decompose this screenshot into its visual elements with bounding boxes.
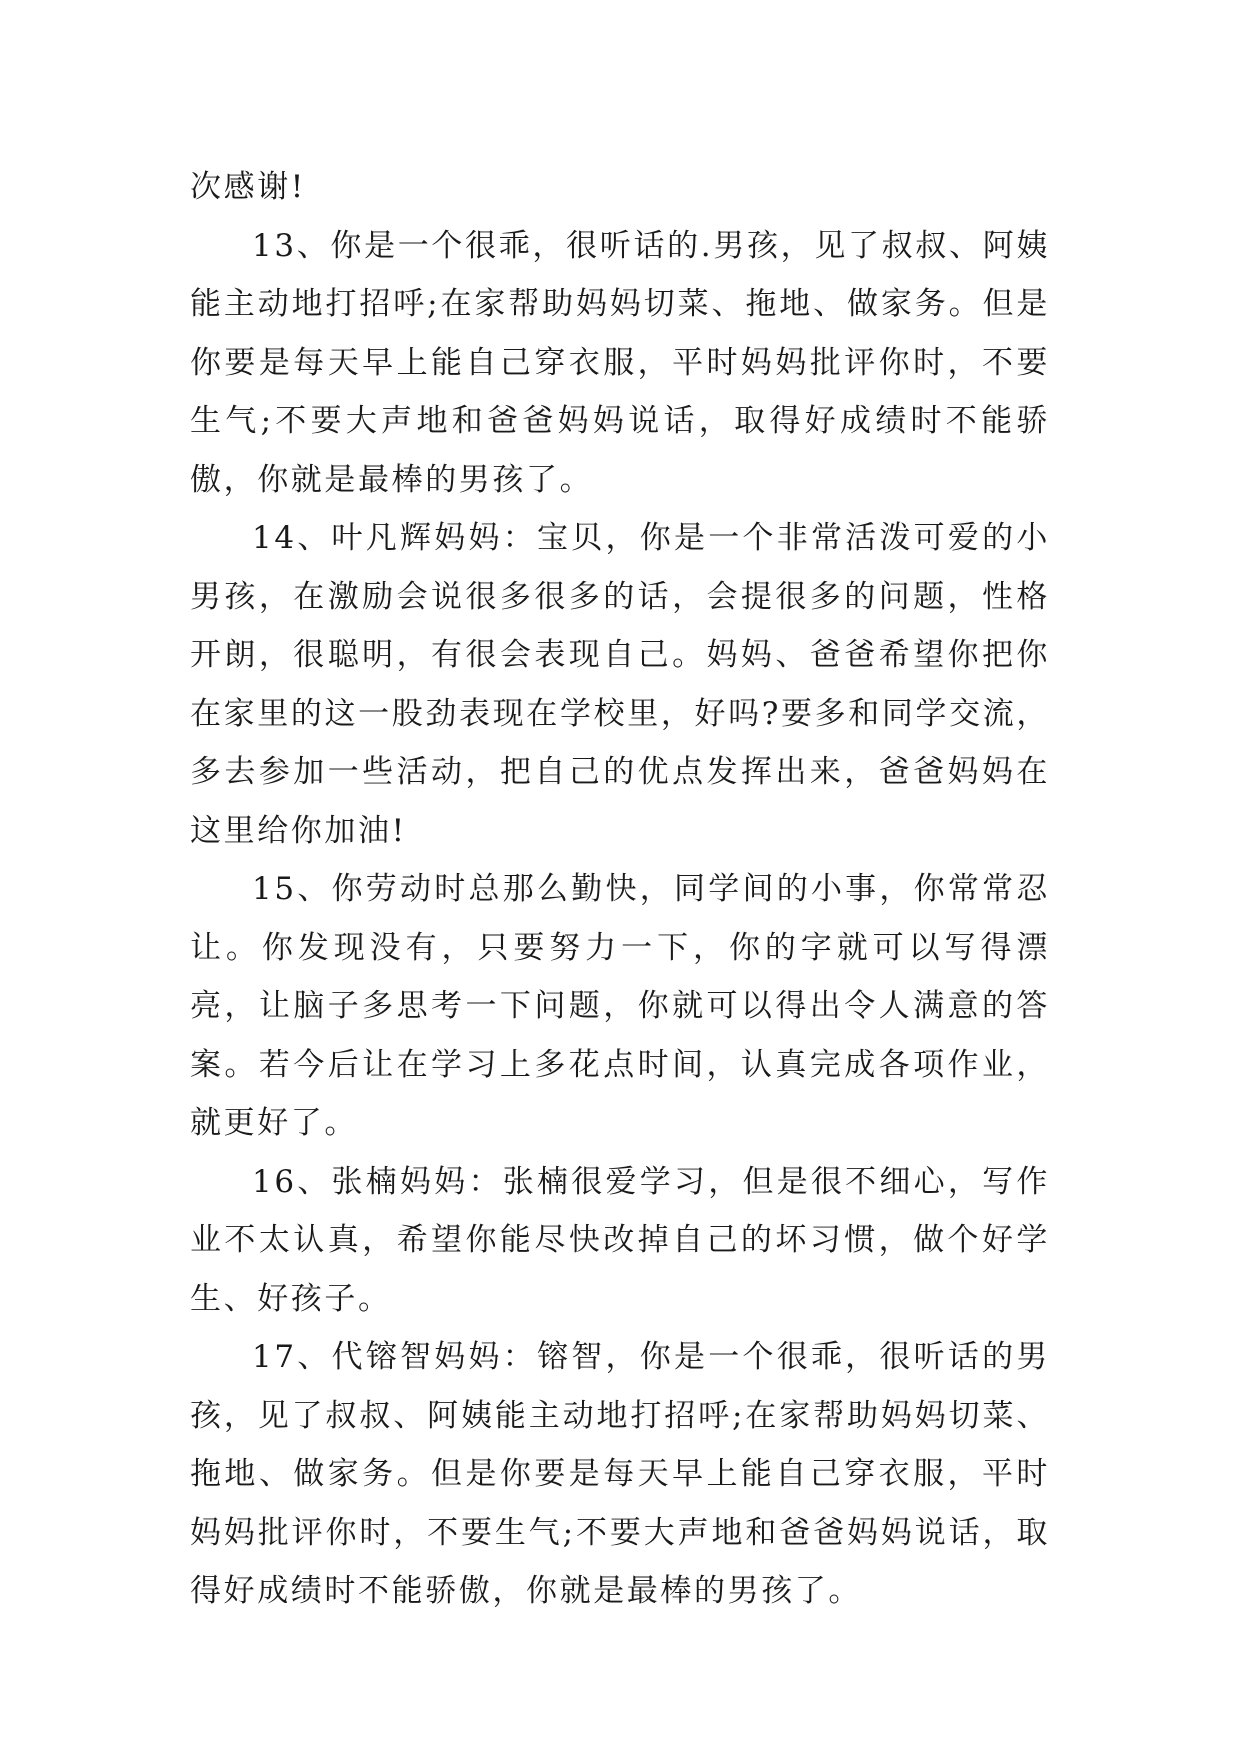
- document-body: [190, 158, 1050, 1621]
- paragraph-14: 14、叶凡辉妈妈：宝贝，你是一个非常活泼可爱的小男孩，在激励会说很多很多的话，会提很多的问题，性格开朗，很聪明，有很会表现自己。妈妈、爸爸希望你把你在家里的这一股劲表现在学校里，好吗?要多和同学交流，多去参加一些活动，把自己的优点发挥出来，爸爸妈妈在这里给你加油!: [190, 520, 1050, 849]
- paragraph-13: 13、你是一个很乖，很听话的.男孩，见了叔叔、阿姨能主动地打招呼;在家帮助妈妈切菜、拖地、做家务。但是你要是每天早上能自己穿衣服，平时妈妈批评你时，不要生气;不要大声地和爸爸妈妈说话，取得好成绩时不能骄傲，你就是最棒的男孩了。: [190, 227, 1050, 498]
- paragraph-15: 15、你劳动时总那么勤快，同学间的小事，你常常忍让。你发现没有，只要努力一下，你的字就可以写得漂亮，让脑子多思考一下问题，你就可以得出令人满意的答案。若今后让在学习上多花点时间，认真完成各项作业，就更好了。: [190, 871, 1050, 1141]
- paragraph-16: 16、张楠妈妈：张楠很爱学习，但是很不细心，写作业不太认真，希望你能尽快改掉自己的坏习惯，做个好学生、好孩子。: [190, 1163, 1050, 1317]
- paragraph-17: 17、代镕智妈妈：镕智，你是一个很乖，很听话的男孩，见了叔叔、阿姨能主动地打招呼;在家帮助妈妈切菜、拖地、做家务。但是你要是每天早上能自己穿衣服，平时妈妈批评你时，不要生气;不要大声地和爸爸妈妈说话，取得好成绩时不能骄傲，你就是最棒的男孩了。: [190, 1339, 1050, 1609]
- continuation-paragraph: 次感谢!: [190, 169, 306, 205]
